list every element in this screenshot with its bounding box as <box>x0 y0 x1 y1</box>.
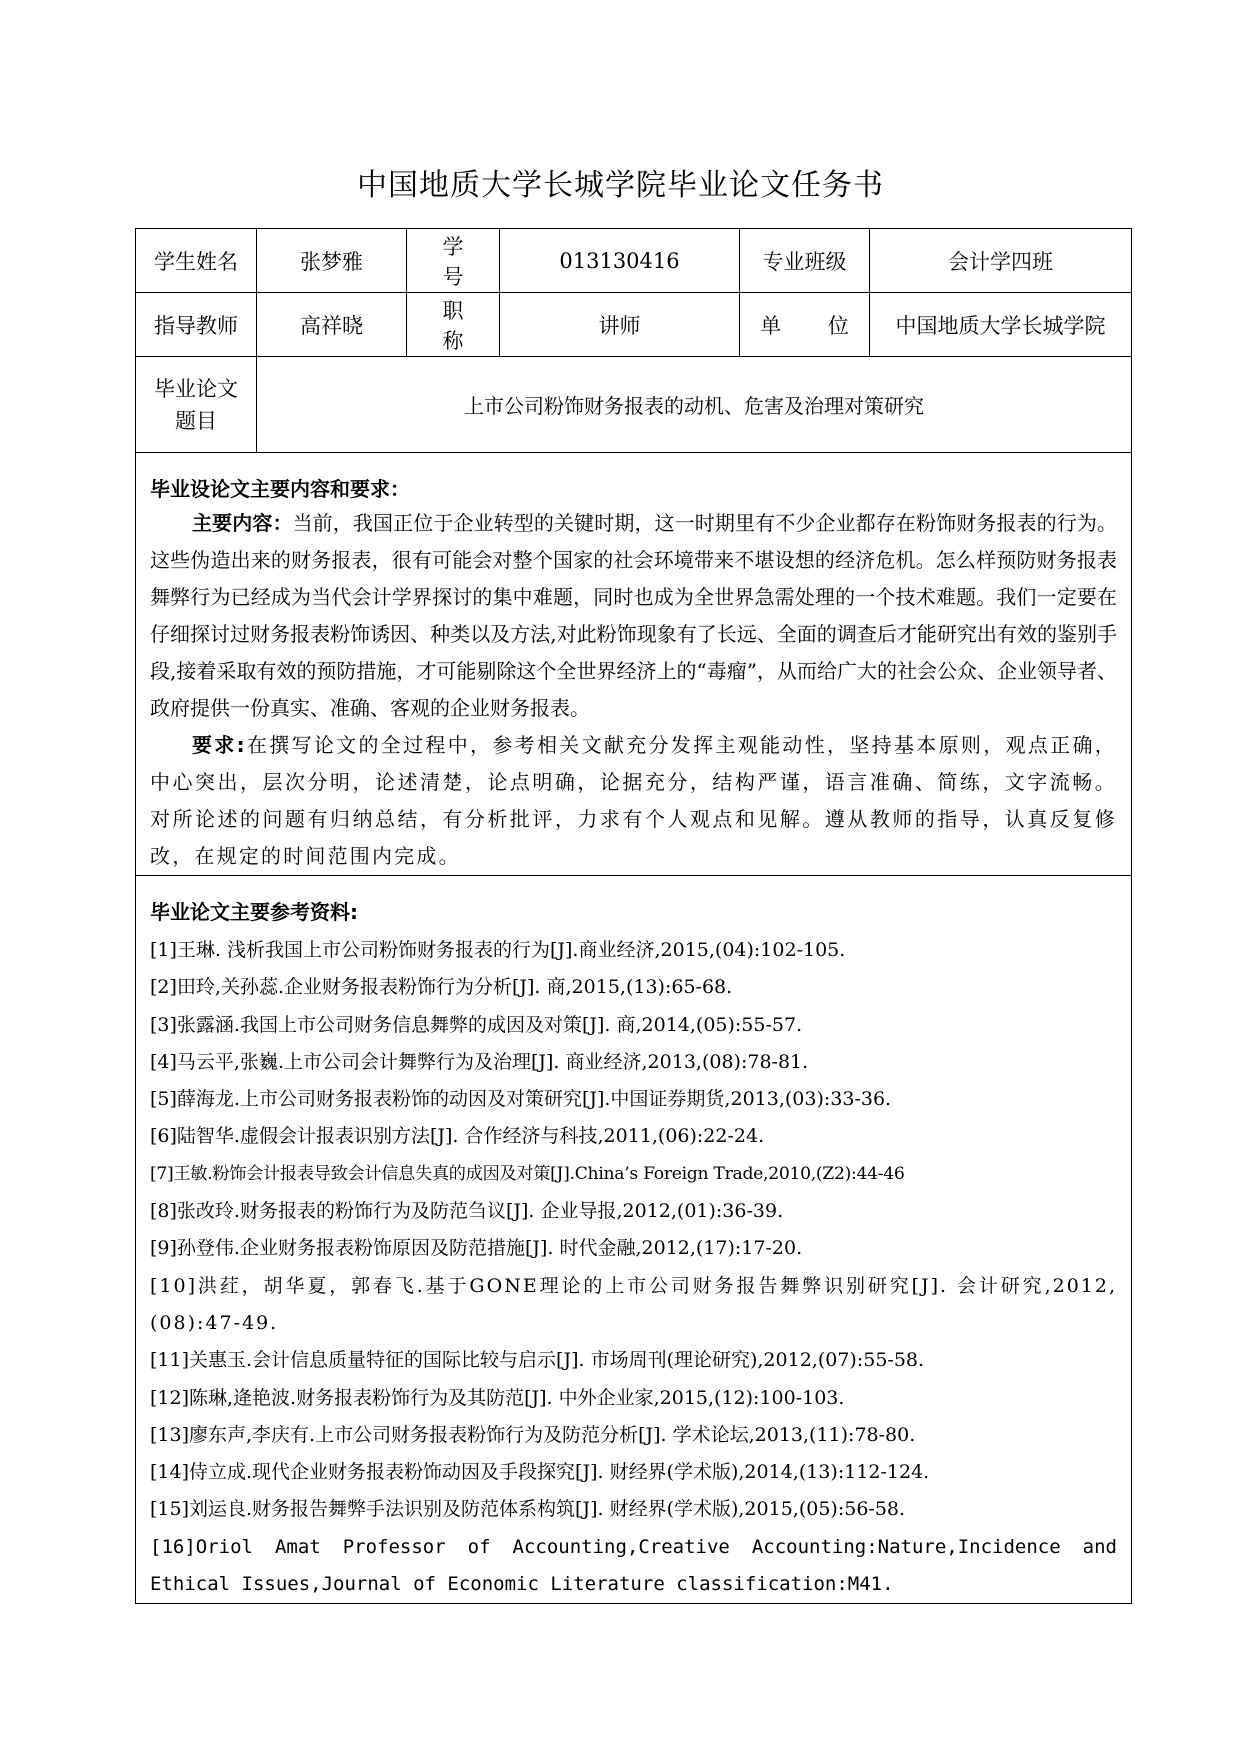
topic-label-line-1: 毕业论文 <box>154 376 238 401</box>
student-name-value: 张梦雅 <box>257 229 407 293</box>
references-section <box>136 876 1132 1604</box>
reference-item: [3]张露涵.我国上市公司财务信息舞弊的成因及对策[J]. 商,2014,(05):55-57. <box>150 1013 803 1036</box>
student-name-label: 学生姓名 <box>136 229 257 293</box>
content-heading: 毕业设论文主要内容和要求： <box>150 477 410 501</box>
references-list <box>150 932 1117 1603</box>
reference-item: [15]刘运良.财务报告舞弊手法识别及防范体系构筑[J]. 财经界(学术版),2015,(05):56-58. <box>150 1498 906 1521</box>
reference-item: [12]陈琳,逄艳波.财务报表粉饰行为及其防范[J]. 中外企业家,2015,(12):100-103. <box>150 1386 845 1409</box>
main-content-label: 主要内容： <box>192 511 293 535</box>
topic-label <box>136 357 257 453</box>
student-id-label: 学 号 <box>407 229 500 293</box>
rank-value: 讲师 <box>500 293 740 357</box>
reference-item: [9]孙登伟.企业财务报表粉饰原因及防范措施[J]. 时代金融,2012,(17):17-20. <box>150 1237 803 1260</box>
rank-label: 职 称 <box>407 293 500 357</box>
info-row-topic <box>136 357 1132 453</box>
reference-item: [1]王琳. 浅析我国上市公司粉饰财务报表的行为[J].商业经济,2015,(04):102-105. <box>150 939 846 961</box>
reference-item: [2]田玲,关孙蕊.企业财务报表粉饰行为分析[J]. 商,2015,(13):65-68. <box>150 976 733 999</box>
task-form-table <box>135 228 1132 1604</box>
reference-item: [4]马云平,张巍.上市公司会计舞弊行为及治理[J]. 商业经济,2013,(08):78-81. <box>150 1050 809 1073</box>
main-content-text: 当前，我国正位于企业转型的关键时期，这一时期里有不少企业都存在粉饰财务报表的行为。这些伪造出来的财务报表，很有可能会对整个国家的社会环境带来不堪设想的经济危机。怎么样预防财务报表舞弊行为已经成为当代会计学界探讨的集中难题，同时也成为全世界急需处理的一个技术难题。我们一定要在仔细探讨过财务报表粉饰诱因、种类以及方法,对此粉饰现象有了长远、全面的调查后才能研究出有效的鉴别手段,接着采取有效的预防措施，才可能剔除这个全世界经济上的“毒瘤”，从而给广大的社会公众、企业领导者、政府提供一份真实、准确、客观的企业财务报表。 <box>150 511 1118 720</box>
requirements-paragraph <box>150 727 1117 875</box>
reference-item: [13]廖东声,李庆有.上市公司财务报表粉饰行为及防范分析[J]. 学术论坛,2013,(11):78-80. <box>150 1423 916 1446</box>
topic-label-line-2: 题目 <box>175 408 217 433</box>
reference-item: [8]张改玲.财务报表的粉饰行为及防范刍议[J]. 企业导报,2012,(01):36-39. <box>150 1200 784 1223</box>
references-section-row <box>136 876 1132 1604</box>
document-title: 中国地质大学长城学院毕业论文任务书 <box>357 168 884 203</box>
requirements-label: 要求: <box>192 733 247 757</box>
reference-item: [6]陆智华.虚假会计报表识别方法[J]. 合作经济与科技,2011,(06):22-24. <box>150 1125 765 1148</box>
info-row-student <box>136 229 1132 293</box>
content-section <box>136 453 1132 876</box>
class-value: 会计学四班 <box>870 229 1132 293</box>
unit-label: 单 位 <box>740 293 870 357</box>
content-section-row <box>136 453 1132 876</box>
requirements-text: 在撰写论文的全过程中，参考相关文献充分发挥主观能动性，坚持基本原则，观点正确，中心突出，层次分明，论述清楚，论点明确，论据充分，结构严谨，语言准确、简练，文字流畅。对所论述的问题有归纳总结，有分析批评，力求有个人观点和见解。遵从教师的指导，认真反复修改，在规定的时间范围内完成。 <box>150 733 1117 868</box>
reference-item: [7]王敏.粉饰会计报表导致会计信息失真的成因及对策[J].China’s Foreign Trade,2010,(Z2):44-46 <box>150 1163 905 1184</box>
reference-item: [16]Oriol Amat Professor of Accounting,Creative Accounting:Nature,Incidence and Ethical Issues,Journal of Economic Literature classification:M41. <box>150 1535 1117 1596</box>
reference-item: [5]薛海龙.上市公司财务报表粉饰的动因及对策研究[J].中国证券期货,2013,(03):33-36. <box>150 1088 892 1111</box>
student-id-value: 013130416 <box>500 229 740 293</box>
class-label: 专业班级 <box>740 229 870 293</box>
main-content-paragraph <box>150 505 1117 727</box>
topic-value: 上市公司粉饰财务报表的动机、危害及治理对策研究 <box>257 357 1132 453</box>
reference-item: [11]关惠玉.会计信息质量特征的国际比较与启示[J]. 市场周刊(理论研究),2012,(07):55-58. <box>150 1349 925 1372</box>
advisor-value: 高祥晓 <box>257 293 407 357</box>
unit-value: 中国地质大学长城学院 <box>870 293 1132 357</box>
info-row-advisor <box>136 293 1132 357</box>
advisor-label: 指导教师 <box>136 293 257 357</box>
references-heading: 毕业论文主要参考资料: <box>150 900 358 924</box>
reference-item: [10]洪荭，胡华夏，郭春飞.基于GONE理论的上市公司财务报告舞弊识别研究[J]. 会计研究,2012,(08):47-49. <box>150 1274 1117 1334</box>
reference-item: [14]侍立成.现代企业财务报表粉饰动因及手段探究[J]. 财经界(学术版),2014,(13):112-124. <box>150 1461 930 1484</box>
